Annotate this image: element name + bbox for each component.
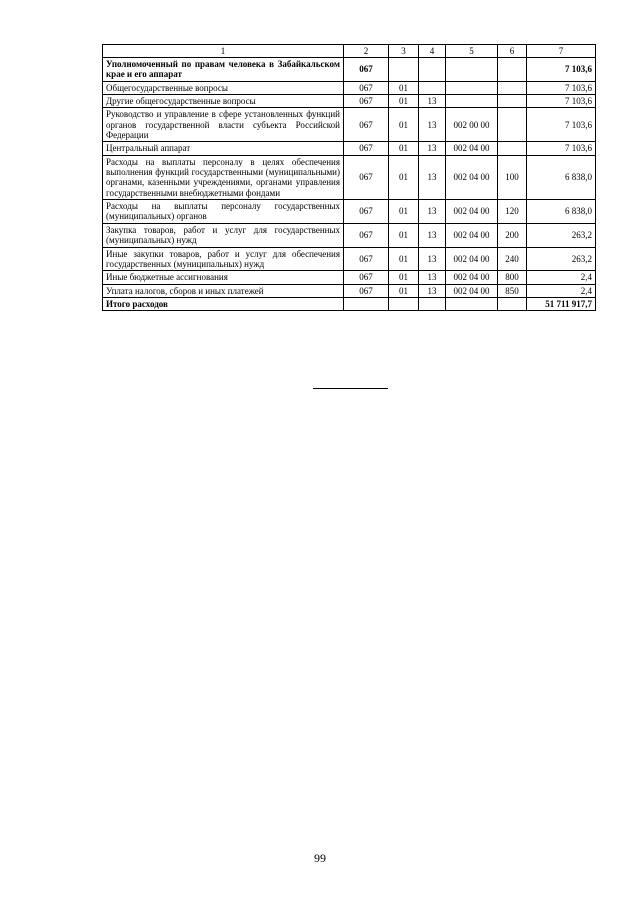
section-code-cell: 01	[389, 81, 419, 94]
expense-type-cell	[498, 142, 527, 155]
row-name-cell: Закупка товаров, работ и услуг для государственных (муниципальных) нужд	[103, 223, 344, 247]
subsection-code-cell: 13	[419, 223, 446, 247]
subsection-code-cell: 13	[419, 155, 446, 199]
row-name-cell: Руководство и управление в сфере установленных функций органов государственной власти субъекта Российской Федерации	[103, 108, 344, 142]
department-code-cell	[344, 297, 389, 310]
table-row	[103, 58, 596, 82]
column-number-header: 5	[446, 45, 498, 58]
amount-cell: 6 838,0	[527, 200, 596, 224]
department-code-cell: 067	[344, 155, 389, 199]
table-row	[103, 81, 596, 94]
target-article-cell: 002 04 00	[446, 247, 498, 271]
amount-cell: 7 103,6	[527, 108, 596, 142]
subsection-code-cell: 13	[419, 142, 446, 155]
expense-type-cell	[498, 95, 527, 108]
row-name-cell: Центральный аппарат	[103, 142, 344, 155]
department-code-cell: 067	[344, 247, 389, 271]
department-code-cell: 067	[344, 200, 389, 224]
target-article-cell: 002 04 00	[446, 223, 498, 247]
subsection-code-cell: 13	[419, 108, 446, 142]
amount-cell: 263,2	[527, 223, 596, 247]
table-row	[103, 108, 596, 142]
target-article-cell	[446, 81, 498, 94]
table-row	[103, 142, 596, 155]
department-code-cell: 067	[344, 95, 389, 108]
amount-cell: 2,4	[527, 271, 596, 284]
amount-cell: 7 103,6	[527, 142, 596, 155]
subsection-code-cell	[419, 81, 446, 94]
amount-cell: 7 103,6	[527, 81, 596, 94]
expense-type-cell: 240	[498, 247, 527, 271]
table-row	[103, 223, 596, 247]
amount-cell: 2,4	[527, 284, 596, 297]
table-row	[103, 284, 596, 297]
amount-cell: 6 838,0	[527, 155, 596, 199]
subsection-code-cell	[419, 297, 446, 310]
department-code-cell: 067	[344, 271, 389, 284]
column-number-header: 6	[498, 45, 527, 58]
expense-type-cell: 120	[498, 200, 527, 224]
amount-cell: 263,2	[527, 247, 596, 271]
expense-type-cell	[498, 297, 527, 310]
subsection-code-cell: 13	[419, 247, 446, 271]
target-article-cell: 002 00 00	[446, 108, 498, 142]
subsection-code-cell	[419, 58, 446, 82]
table-row	[103, 271, 596, 284]
column-number-header: 2	[344, 45, 389, 58]
subsection-code-cell: 13	[419, 284, 446, 297]
table-row	[103, 247, 596, 271]
amount-cell: 51 711 917,7	[527, 297, 596, 310]
section-code-cell: 01	[389, 247, 419, 271]
budget-table	[102, 44, 596, 311]
divider-line	[313, 388, 388, 389]
column-number-header: 7	[527, 45, 596, 58]
target-article-cell: 002 04 00	[446, 200, 498, 224]
target-article-cell	[446, 95, 498, 108]
column-number-header: 1	[103, 45, 344, 58]
department-code-cell: 067	[344, 58, 389, 82]
expense-type-cell: 850	[498, 284, 527, 297]
row-name-cell: Расходы на выплаты персоналу в целях обеспечения выполнения функций государственными (муниципальными) органами, казенными учреждениями, органами управления государственными внебюджетными фондами	[103, 155, 344, 199]
row-name-cell: Общегосударственные вопросы	[103, 81, 344, 94]
column-number-header: 4	[419, 45, 446, 58]
department-code-cell: 067	[344, 284, 389, 297]
section-code-cell: 01	[389, 95, 419, 108]
section-code-cell: 01	[389, 142, 419, 155]
section-code-cell: 01	[389, 284, 419, 297]
expense-type-cell: 200	[498, 223, 527, 247]
section-code-cell	[389, 58, 419, 82]
expense-type-cell	[498, 81, 527, 94]
row-name-cell: Уполномоченный по правам человека в Забайкальском крае и его аппарат	[103, 58, 344, 82]
table-row	[103, 200, 596, 224]
row-name-cell: Уплата налогов, сборов и иных платежей	[103, 284, 344, 297]
row-name-cell: Итого расходов	[103, 297, 344, 310]
section-code-cell: 01	[389, 200, 419, 224]
table-body	[103, 58, 596, 311]
expense-type-cell: 800	[498, 271, 527, 284]
table-row	[103, 155, 596, 199]
expense-type-cell: 100	[498, 155, 527, 199]
department-code-cell: 067	[344, 81, 389, 94]
amount-cell: 7 103,6	[527, 95, 596, 108]
column-number-header: 3	[389, 45, 419, 58]
row-name-cell: Расходы на выплаты персоналу государственных (муниципальных) органов	[103, 200, 344, 224]
target-article-cell: 002 04 00	[446, 284, 498, 297]
subsection-code-cell: 13	[419, 200, 446, 224]
row-name-cell: Другие общегосударственные вопросы	[103, 95, 344, 108]
target-article-cell: 002 04 00	[446, 155, 498, 199]
section-code-cell: 01	[389, 108, 419, 142]
department-code-cell: 067	[344, 108, 389, 142]
amount-cell: 7 103,6	[527, 58, 596, 82]
subsection-code-cell: 13	[419, 271, 446, 284]
table-row	[103, 297, 596, 310]
subsection-code-cell: 13	[419, 95, 446, 108]
column-number-header-row	[103, 45, 596, 58]
page-number: 99	[314, 851, 326, 865]
target-article-cell	[446, 297, 498, 310]
section-code-cell: 01	[389, 271, 419, 284]
target-article-cell: 002 04 00	[446, 271, 498, 284]
target-article-cell: 002 04 00	[446, 142, 498, 155]
section-code-cell	[389, 297, 419, 310]
department-code-cell: 067	[344, 142, 389, 155]
expense-type-cell	[498, 108, 527, 142]
expense-type-cell	[498, 58, 527, 82]
department-code-cell: 067	[344, 223, 389, 247]
table-row	[103, 95, 596, 108]
target-article-cell	[446, 58, 498, 82]
row-name-cell: Иные бюджетные ассигнования	[103, 271, 344, 284]
row-name-cell: Иные закупки товаров, работ и услуг для обеспечения государственных (муниципальных) нужд	[103, 247, 344, 271]
section-code-cell: 01	[389, 223, 419, 247]
section-code-cell: 01	[389, 155, 419, 199]
